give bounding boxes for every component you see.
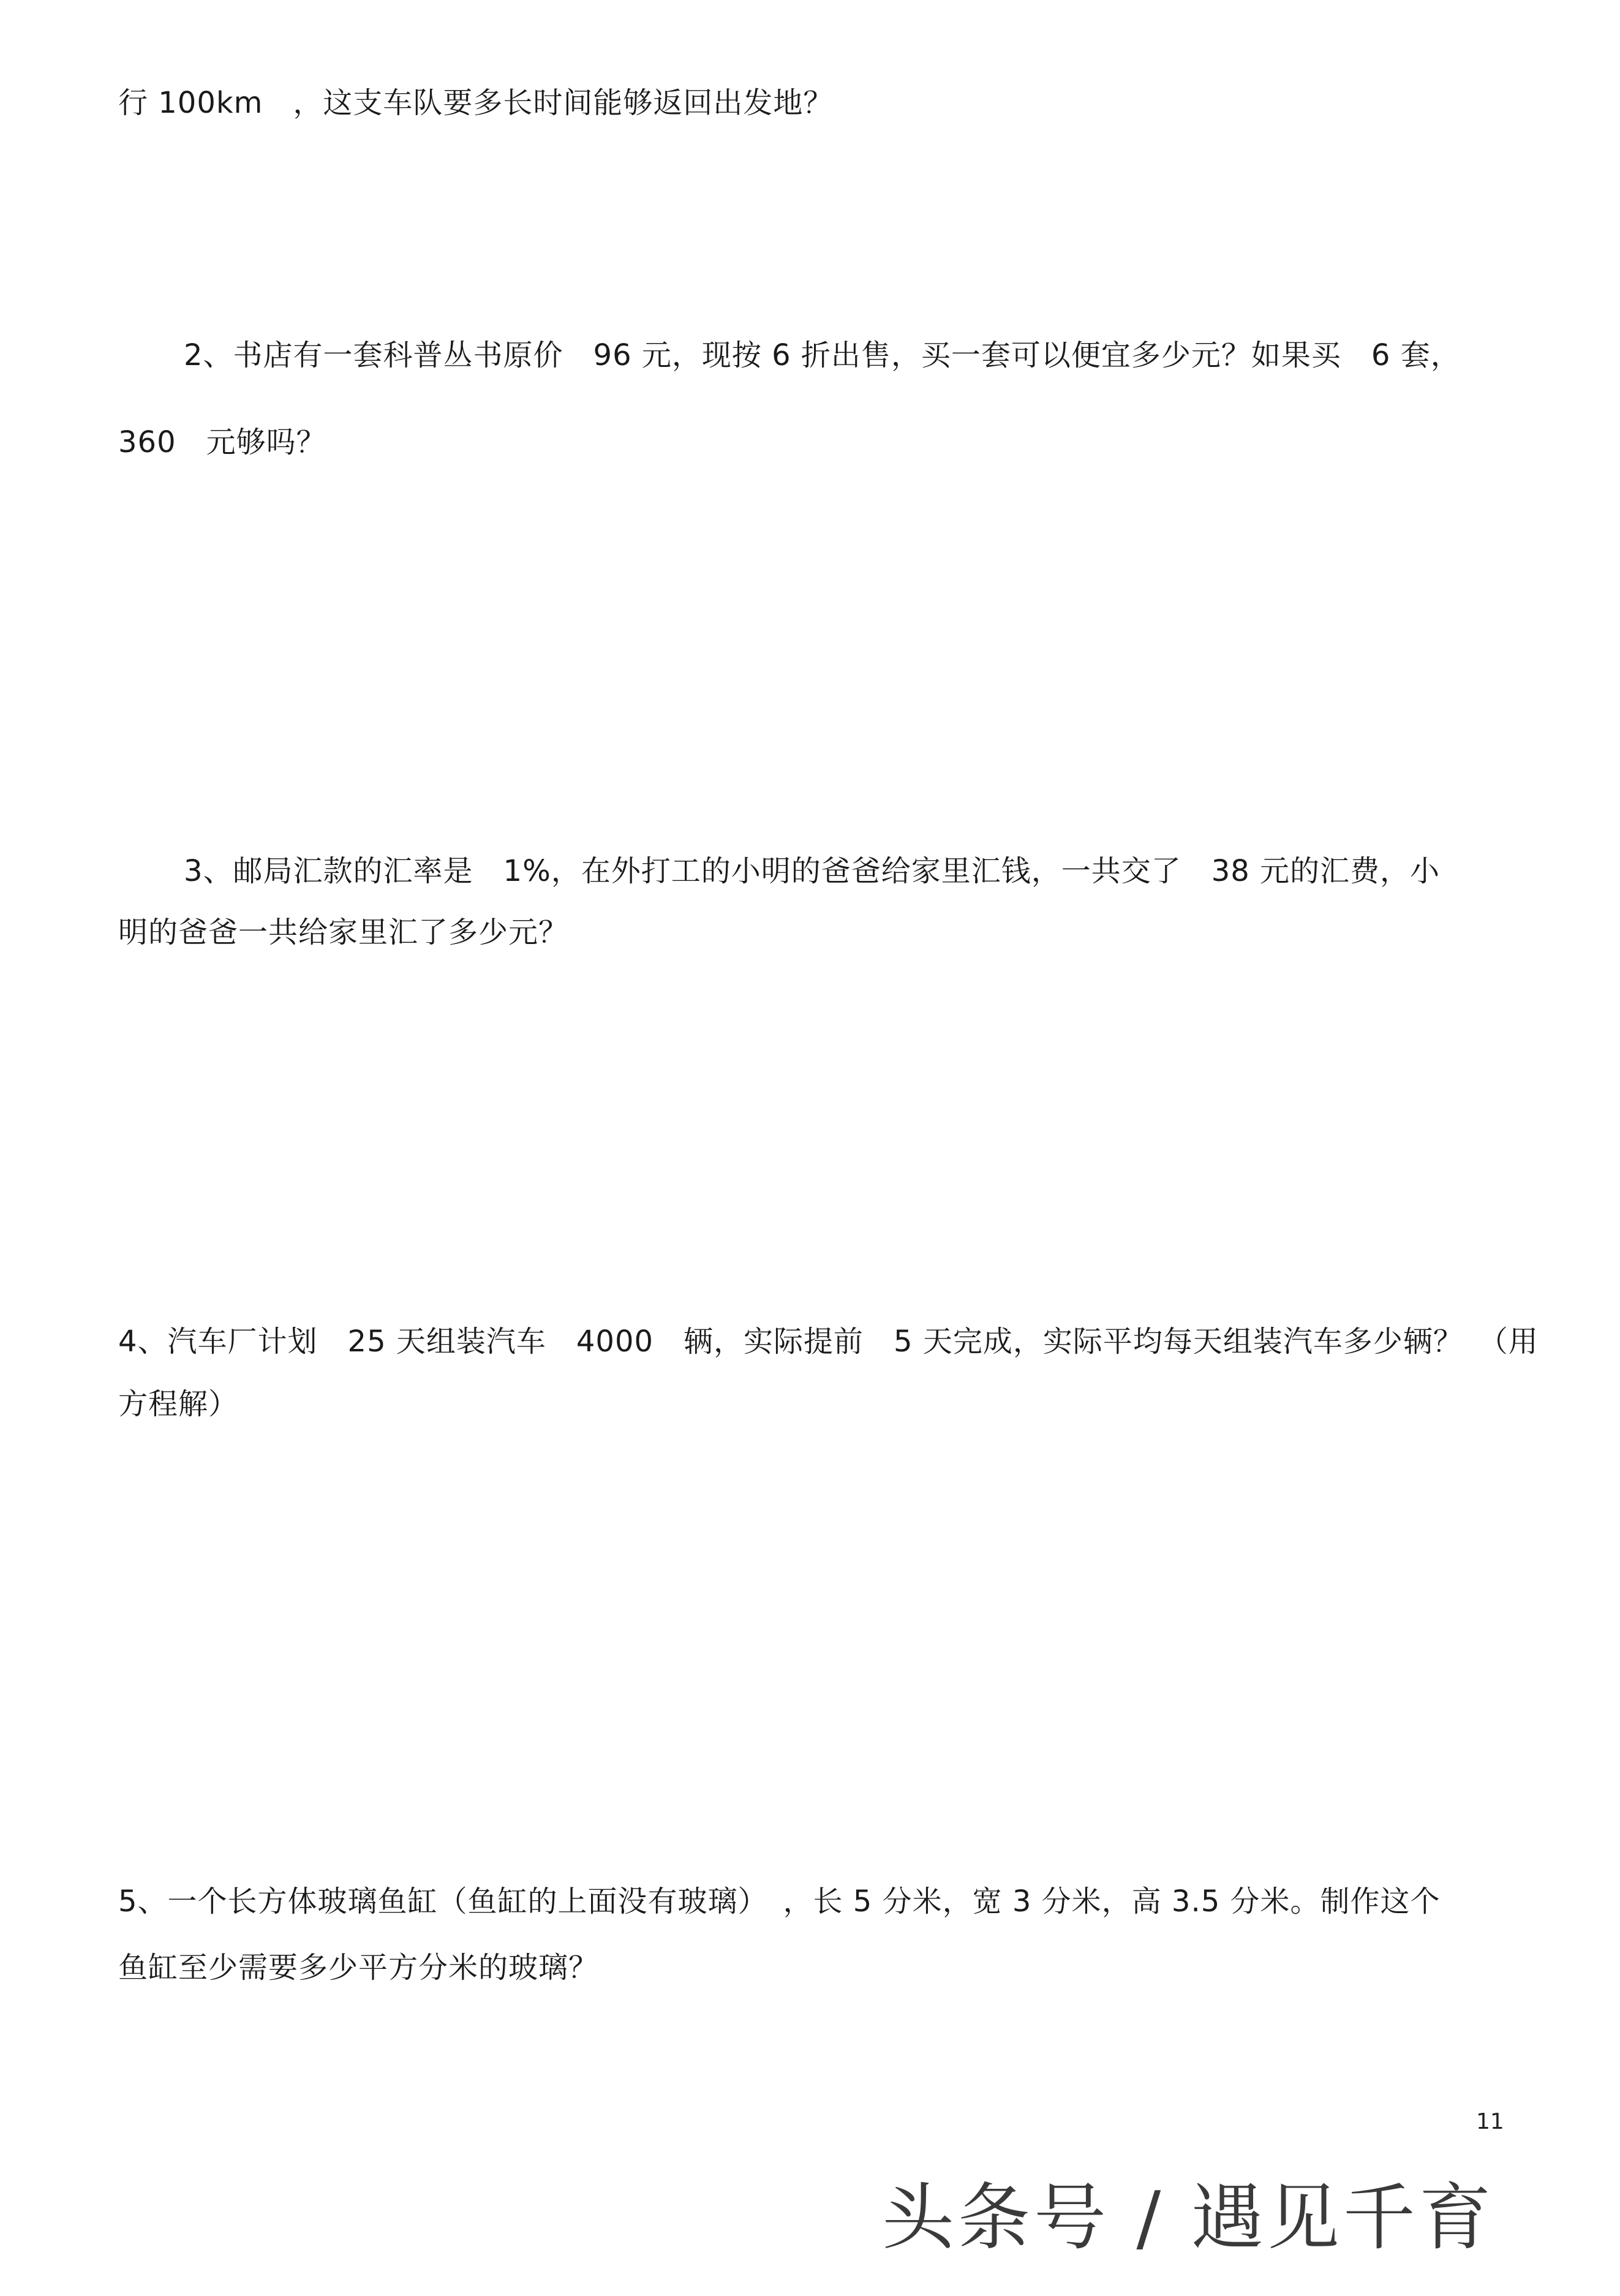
problem-3-line-2: 明的爸爸一共给家里汇了多少元？ [118,915,569,950]
problem-5-line-1: 5、一个长方体玻璃鱼缸（鱼缸的上面没有玻璃） ，长 5 分米，宽 3 分米，高 3.5 分米。制作这个 [118,1884,1441,1919]
problem-1-continuation: 行 100km ，这支车队要多长时间能够返回出发地？ [118,86,834,120]
page-number: 11 [1476,2109,1504,2134]
problem-3-line-1: 3、邮局汇款的汇率是 1%，在外打工的小明的爸爸给家里汇钱，一共交了 38 元的汇费，小 [184,854,1441,888]
watermark: 头条号 / 遇见千育 [882,2175,1495,2260]
problem-2-line-2: 360 元够吗？ [118,425,326,459]
problem-4-line-2: 方程解） [118,1387,239,1421]
problem-4-line-1: 4、汽车厂计划 25 天组装汽车 4000 辆，实际提前 5 天完成，实际平均每天组装汽车多少辆？ （用 [118,1324,1539,1359]
problem-2-line-1: 2、书店有一套科普丛书原价 96 元，现按 6 折出售，买一套可以便宜多少元？如果买 6 套， [184,338,1461,372]
problem-5-line-2: 鱼缸至少需要多少平方分米的玻璃？ [118,1950,599,1985]
